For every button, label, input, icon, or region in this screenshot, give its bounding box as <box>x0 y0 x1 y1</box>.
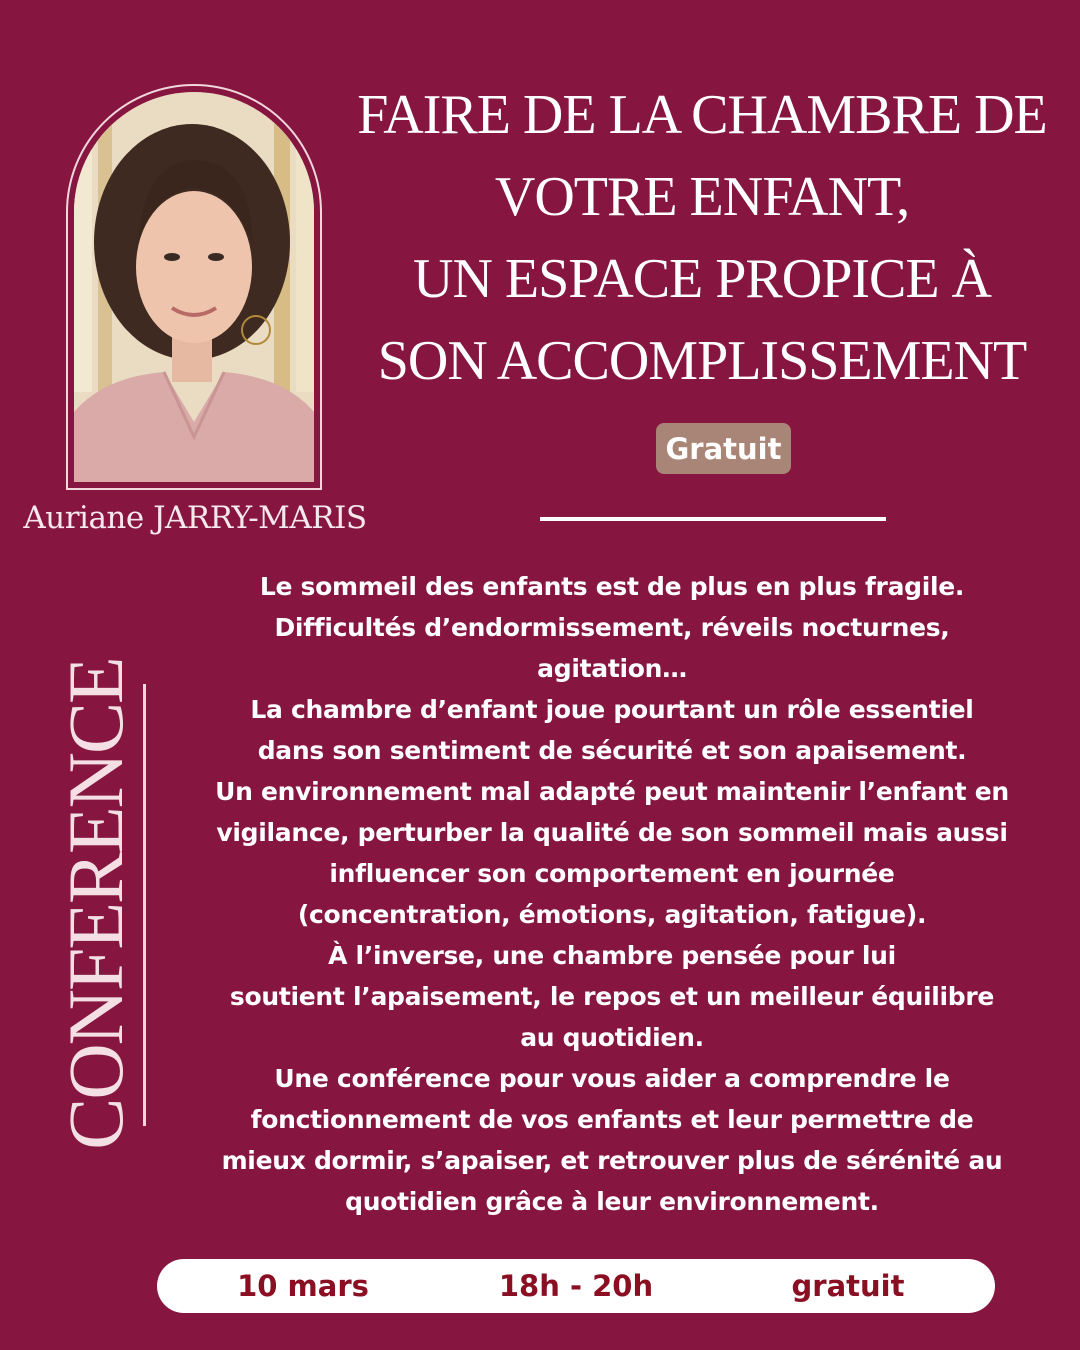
description-line: soutient l’apaisement, le repos et un meilleur équilibre <box>229 982 995 1011</box>
description-line: À l’inverse, une chambre pensée pour lui <box>328 941 896 970</box>
title-line: VOTRE ENFANT, <box>494 166 910 228</box>
description-line: quotidien grâce à leur environnement. <box>345 1187 879 1216</box>
speaker-name: Auriane JARRY-MARIS <box>23 500 367 536</box>
event-title <box>330 74 1074 402</box>
speaker-photo <box>74 92 314 482</box>
description-line: (concentration, émotions, agitation, fatigue). <box>297 900 927 929</box>
event-description <box>190 566 1034 1222</box>
description-line: Une conférence pour vous aider a comprendre le <box>274 1064 950 1093</box>
title-line: SON ACCOMPLISSEMENT <box>377 330 1027 392</box>
title-divider <box>540 517 886 521</box>
title-line: FAIRE DE LA CHAMBRE DE <box>357 84 1047 146</box>
event-info-bar <box>157 1259 995 1313</box>
description-line: dans son sentiment de sécurité et son apaisement. <box>257 736 967 765</box>
event-date: 10 mars <box>237 1269 369 1303</box>
description-line: influencer son comportement en journée <box>329 859 895 888</box>
event-price: gratuit <box>791 1269 905 1303</box>
description-line: Le sommeil des enfants est de plus en plus fragile. <box>259 572 965 601</box>
price-badge: Gratuit <box>656 423 791 474</box>
title-line: UN ESPACE PROPICE À <box>413 248 991 310</box>
description-line: Difficultés d’endormissement, réveils nocturnes, <box>274 613 950 642</box>
description-line: fonctionnement de vos enfants et leur permettre de <box>250 1105 974 1134</box>
description-line: mieux dormir, s’apaiser, et retrouver plus de sérénité au <box>221 1146 1003 1175</box>
description-line: au quotidien. <box>520 1023 704 1052</box>
vertical-divider <box>143 684 146 1126</box>
event-time: 18h - 20h <box>498 1269 654 1303</box>
description-line: agitation… <box>537 654 687 683</box>
description-line: La chambre d’enfant joue pourtant un rôle essentiel <box>250 695 974 724</box>
description-line: Un environnement mal adapté peut maintenir l’enfant en <box>215 777 1009 806</box>
conference-vertical-label: CONFERENCE <box>52 658 139 1150</box>
description-line: vigilance, perturber la qualité de son sommeil mais aussi <box>216 818 1008 847</box>
